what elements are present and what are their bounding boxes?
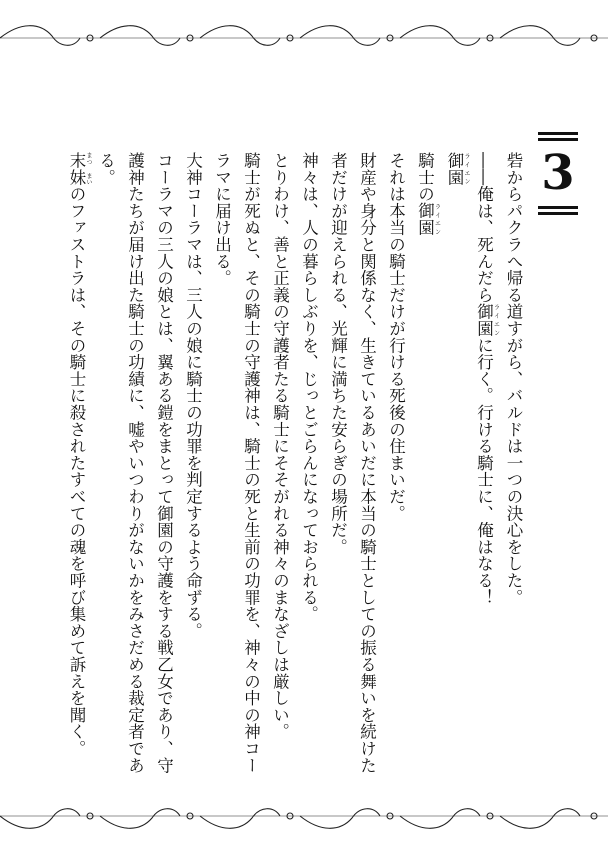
paragraph: それは本当の騎士だけが行ける死後の住まいだ。 bbox=[386, 152, 406, 522]
bottom-ornament-border bbox=[0, 796, 608, 836]
paragraph bbox=[440, 152, 470, 774]
chapter-number: 3 bbox=[541, 145, 575, 201]
furigana: 御園 ライエン bbox=[415, 202, 441, 237]
paragraph: ――俺は、死んだら御園 ライエンに行く。行ける騎士に、俺はなる！ bbox=[474, 152, 500, 606]
paragraph: 神々は、人の暮らしぶりを、じっとごらんになっておられる。 bbox=[299, 152, 319, 623]
top-ornament-border bbox=[0, 18, 608, 58]
paragraph: とりわけ、善と正義の守護者たる騎士にそそがれる神々のまなざしは厳しい。 bbox=[270, 152, 290, 740]
paragraph: 財産や身分と関係なく、生きているあいだに本当の騎士としての振る舞いを続けた者だけが迎えられる、光輝に満ちた安らぎの場所だ。 bbox=[328, 152, 377, 774]
paragraph: コーラマの三人の娘とは、翼ある鎧をまとって御園の守護をする戦乙女であり、守護神たちが届け出た騎士の功績に、嘘やいつわりがないかをみさだめる裁定者である。 bbox=[96, 152, 174, 774]
paragraph: 騎士が死ぬと、その騎士の守護神は、騎士の死と生前の功罪を、神々の中の神コーラマに届け出る。 bbox=[212, 152, 261, 774]
paragraph: 砦からパクラへ帰る道すがら、バルドは一つの決心をした。 bbox=[504, 152, 523, 606]
paragraph: 騎士の御園 ライエン bbox=[415, 152, 441, 237]
chapter-rule bbox=[538, 206, 578, 209]
furigana: 御園 ライエン bbox=[474, 303, 500, 337]
chapter-rule bbox=[538, 132, 578, 135]
chapter-rule bbox=[538, 138, 578, 141]
chapter-heading bbox=[534, 130, 582, 218]
furigana: 末妹 まつ まい bbox=[67, 152, 92, 186]
paragraph: 末妹 まつ まいのファストラは、その騎士に殺されたすべての魂を呼び集めて訴えを聞く。 bbox=[67, 152, 92, 757]
paragraph: 大神コーラマは、三人の娘に騎士の功罪を判定するよう命ずる。 bbox=[183, 152, 203, 640]
furigana: 御園 ライエン bbox=[445, 152, 470, 186]
chapter-rule bbox=[538, 212, 578, 215]
body-text bbox=[67, 152, 528, 774]
